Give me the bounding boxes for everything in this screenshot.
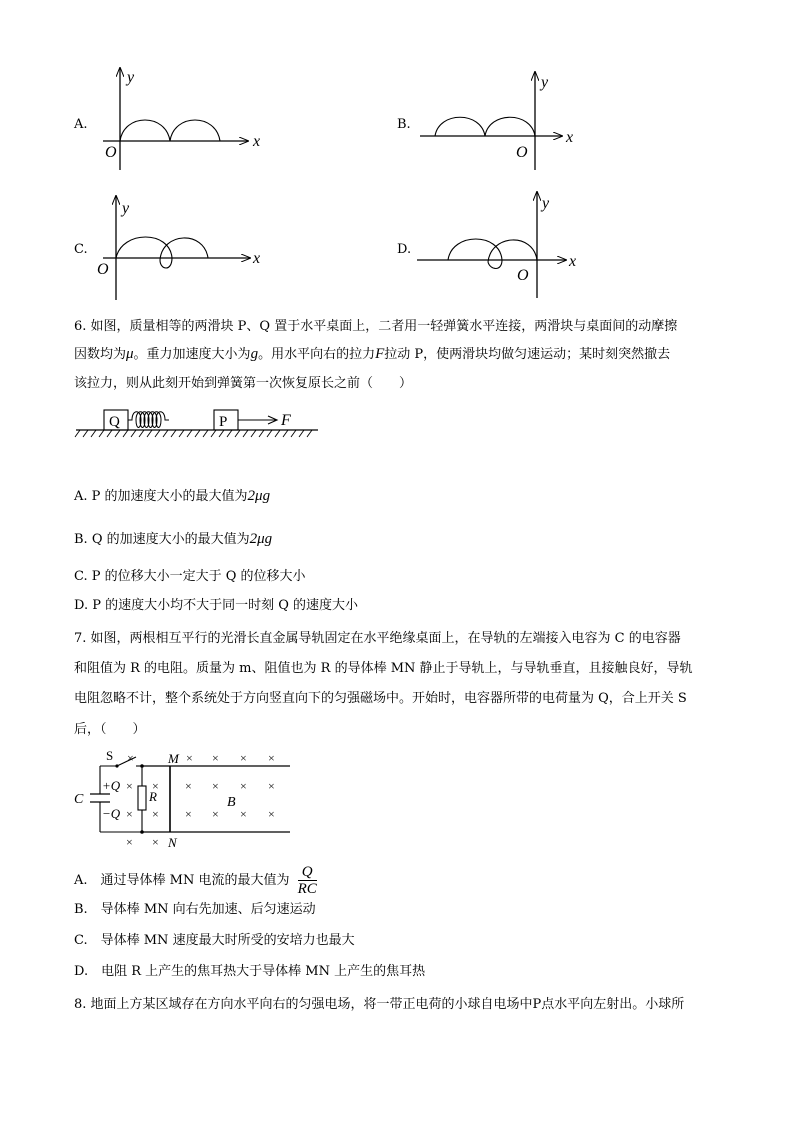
switch-pivot <box>115 764 118 767</box>
q-over-rc-fraction: $\frac{Q}{RC}$ <box>297 864 317 897</box>
option-b-label[interactable]: B. <box>397 117 411 132</box>
q7-option-a[interactable]: A. 通过导体棒 MN 电流的最大值为 $\frac{Q}{RC}$ <box>74 864 317 897</box>
minus-q-label: −Q <box>102 806 121 821</box>
plus-q-label: +Q <box>102 778 121 793</box>
q7-option-d[interactable]: D. 电阻 R 上产生的焦耳热大于导体棒 MN 上产生的焦耳热 <box>74 964 426 979</box>
graph-a <box>103 68 260 170</box>
svg-text:×: × <box>126 807 133 821</box>
spring <box>128 412 169 428</box>
q7-stem-line4: 后，（ ） <box>74 722 146 737</box>
rod-m-label: M <box>168 751 179 766</box>
switch-label: S <box>106 748 114 763</box>
graph-d-y-label: y <box>542 195 550 212</box>
q6-option-a[interactable]: A. P 的加速度大小的最大值为2μg <box>74 488 271 504</box>
graph-b-y-label: y <box>541 74 549 91</box>
q6-figure <box>74 405 334 445</box>
option-c-label[interactable]: C. <box>74 242 88 257</box>
graph-d-origin: O <box>517 267 529 284</box>
field-label: B <box>227 795 236 810</box>
svg-text:×: × <box>126 779 133 793</box>
q7-option-b[interactable]: B. 导体棒 MN 向右先加速、后匀速运动 <box>74 902 316 917</box>
q7-stem-line1: 7. 如图，两根相互平行的光滑长直金属导轨固定在水平绝缘桌面上，在导轨的左端接入电容为 C 的电容器 <box>74 631 681 646</box>
rod-n-label: N <box>168 835 177 850</box>
q7-stem-line3: 电阻忽略不计，整个系统处于方向竖直向下的匀强磁场中。开始时，电容器所带的电荷量为 Q，合上开关 S <box>74 691 687 706</box>
graph-d <box>417 192 576 298</box>
resistor <box>138 786 146 810</box>
resistor-label: R <box>149 789 157 804</box>
q6-option-d[interactable]: D. P 的速度大小均不大于同一时刻 Q 的速度大小 <box>74 598 359 613</box>
svg-text:×: × <box>212 779 219 793</box>
graph-b <box>420 72 573 170</box>
graph-c-x-label: x <box>253 250 261 267</box>
graph-d-curve <box>448 239 537 269</box>
svg-text:×: × <box>268 751 275 765</box>
q6-table-hatching <box>75 430 312 437</box>
svg-text:×: × <box>152 807 159 821</box>
svg-text:×: × <box>240 751 247 765</box>
block-p-label: P <box>219 414 228 430</box>
svg-text:×: × <box>127 751 134 765</box>
graph-a-origin: O <box>105 144 117 161</box>
q6-stem-line3: 该拉力，则从此刻开始到弹簧第一次恢复原长之前（ ） <box>74 376 413 391</box>
q6-option-b[interactable]: B. Q 的加速度大小的最大值为2μg <box>74 531 273 547</box>
force-label: F <box>281 412 291 429</box>
svg-text:×: × <box>152 835 159 849</box>
q7-option-c[interactable]: C. 导体棒 MN 速度最大时所受的安培力也最大 <box>74 933 355 948</box>
svg-text:×: × <box>240 779 247 793</box>
svg-text:×: × <box>185 779 192 793</box>
q6-option-c[interactable]: C. P 的位移大小一定大于 Q 的位移大小 <box>74 569 306 584</box>
q5-graphs <box>0 0 793 320</box>
q7-stem-line2: 和阻值为 R 的电阻。质量为 m、阻值也为 R 的导体棒 MN 静止于导轨上，与导轨垂直，且接触良好，导轨 <box>74 661 693 676</box>
graph-c-curve <box>116 237 208 268</box>
svg-text:×: × <box>268 807 275 821</box>
graph-c <box>97 196 260 300</box>
q8-stem-line1: 8. 地面上方某区域存在方向水平向右的匀强电场，将一带正电荷的小球自电场中P点水平向左射出。小球所 <box>74 997 685 1012</box>
svg-text:×: × <box>152 779 159 793</box>
svg-text:×: × <box>185 807 192 821</box>
graph-d-x-label: x <box>569 253 577 270</box>
q7-circuit <box>72 746 302 851</box>
graph-a-x-label: x <box>253 133 261 150</box>
svg-text:×: × <box>186 751 193 765</box>
block-q-label: Q <box>109 414 120 430</box>
graph-b-curve <box>435 117 535 136</box>
q6-stem-line1: 6. 如图，质量相等的两滑块 P、Q 置于水平桌面上，二者用一轻弹簧水平连接，两滑块与桌面间的动摩擦 <box>74 319 678 334</box>
graph-b-origin: O <box>516 144 528 161</box>
graph-a-y-label: y <box>127 69 135 86</box>
svg-text:×: × <box>126 835 133 849</box>
option-d-label[interactable]: D. <box>397 242 412 257</box>
svg-text:×: × <box>240 807 247 821</box>
option-a-label[interactable]: A. <box>74 117 88 132</box>
q6-stem-line2: 因数均为μ。重力加速度大小为g。用水平向右的拉力F拉动 P，使两滑块均做匀速运动；某时刻突然撤去 <box>74 346 671 362</box>
svg-text:×: × <box>268 779 275 793</box>
svg-text:×: × <box>212 751 219 765</box>
capacitor-label: C <box>74 792 84 807</box>
graph-c-origin: O <box>97 261 109 278</box>
graph-c-y-label: y <box>122 200 130 217</box>
svg-text:×: × <box>212 807 219 821</box>
graph-a-curve <box>120 120 220 141</box>
graph-b-x-label: x <box>566 129 574 146</box>
